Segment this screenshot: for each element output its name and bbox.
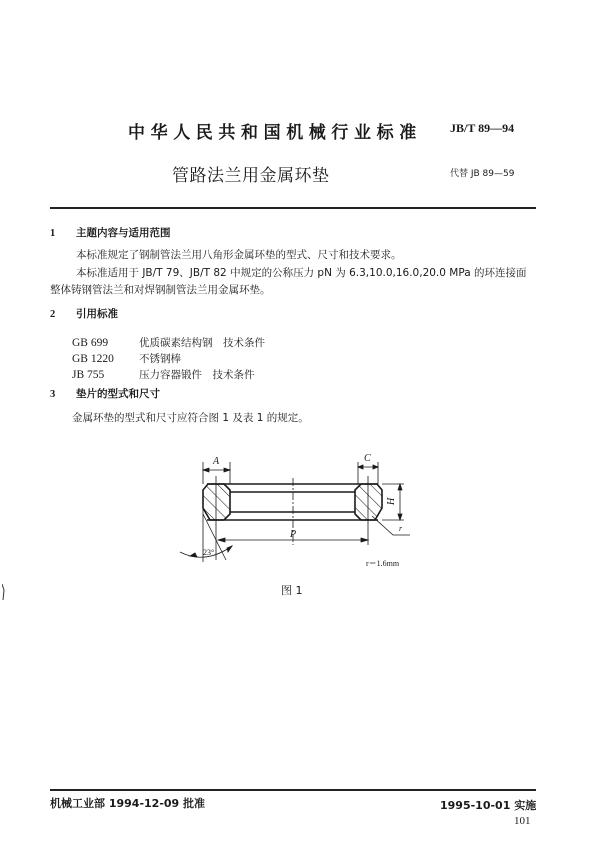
reference-title: 优质碳素结构钢 技术条件 xyxy=(139,337,265,349)
reference-code: GB 699 xyxy=(72,337,109,349)
paragraph-continuation: 整体铸钢管法兰和对焊钢制管法兰用金属环垫。 xyxy=(50,284,271,296)
right-section-hatched xyxy=(355,484,382,520)
left-section-hatched xyxy=(203,484,230,520)
paragraph: 本标准适用于 JB/T 79、JB/T 82 中规定的公称压力 pN 为 6.3,10.0,16.0,20.0 MPa 的环连接面 xyxy=(76,267,527,279)
standard-category-title: 中华人民共和国机械行业标准 xyxy=(128,123,422,143)
implementation-line: 1995-10-01 实施 xyxy=(440,799,537,812)
footer-divider xyxy=(50,789,536,791)
dim-label-r: r xyxy=(399,524,403,533)
page-number: 101 xyxy=(514,815,531,827)
section-number: 3 xyxy=(50,389,56,400)
approval-line: 机械工业部 1994-12-09 批准 xyxy=(50,797,206,810)
reference-title: 不锈钢棒 xyxy=(139,353,181,365)
scan-mark xyxy=(2,584,5,600)
section-number: 1 xyxy=(50,228,56,239)
reference-code: GB 1220 xyxy=(72,353,114,365)
dim-label-H: H xyxy=(386,497,397,505)
replaces-standard: 代替 JB 89—59 xyxy=(450,169,515,179)
reference-title: 压力容器锻件 技术条件 xyxy=(139,369,255,381)
dim-label-P: P xyxy=(290,529,297,540)
section-title: 引用标准 xyxy=(76,308,118,320)
section-title: 主题内容与适用范围 xyxy=(76,227,171,239)
paragraph: 金属环垫的型式和尺寸应符合图 1 及表 1 的规定。 xyxy=(72,412,309,424)
reference-code: JB 755 xyxy=(72,369,105,381)
standard-code: JB/T 89—94 xyxy=(450,121,515,135)
figure-caption: 图 1 xyxy=(281,584,303,597)
angle-label: 23° xyxy=(203,548,215,557)
dim-label-C: C xyxy=(364,453,371,464)
radius-note: r＝1.6mm xyxy=(366,559,400,568)
section-number: 2 xyxy=(50,309,56,320)
paragraph: 本标准规定了钢制管法兰用八角形金属环垫的型式、尺寸和技术要求。 xyxy=(76,249,402,261)
section-title: 垫片的型式和尺寸 xyxy=(76,388,160,400)
dim-label-A: A xyxy=(213,456,220,467)
document-title: 管路法兰用金属环垫 xyxy=(172,166,330,186)
